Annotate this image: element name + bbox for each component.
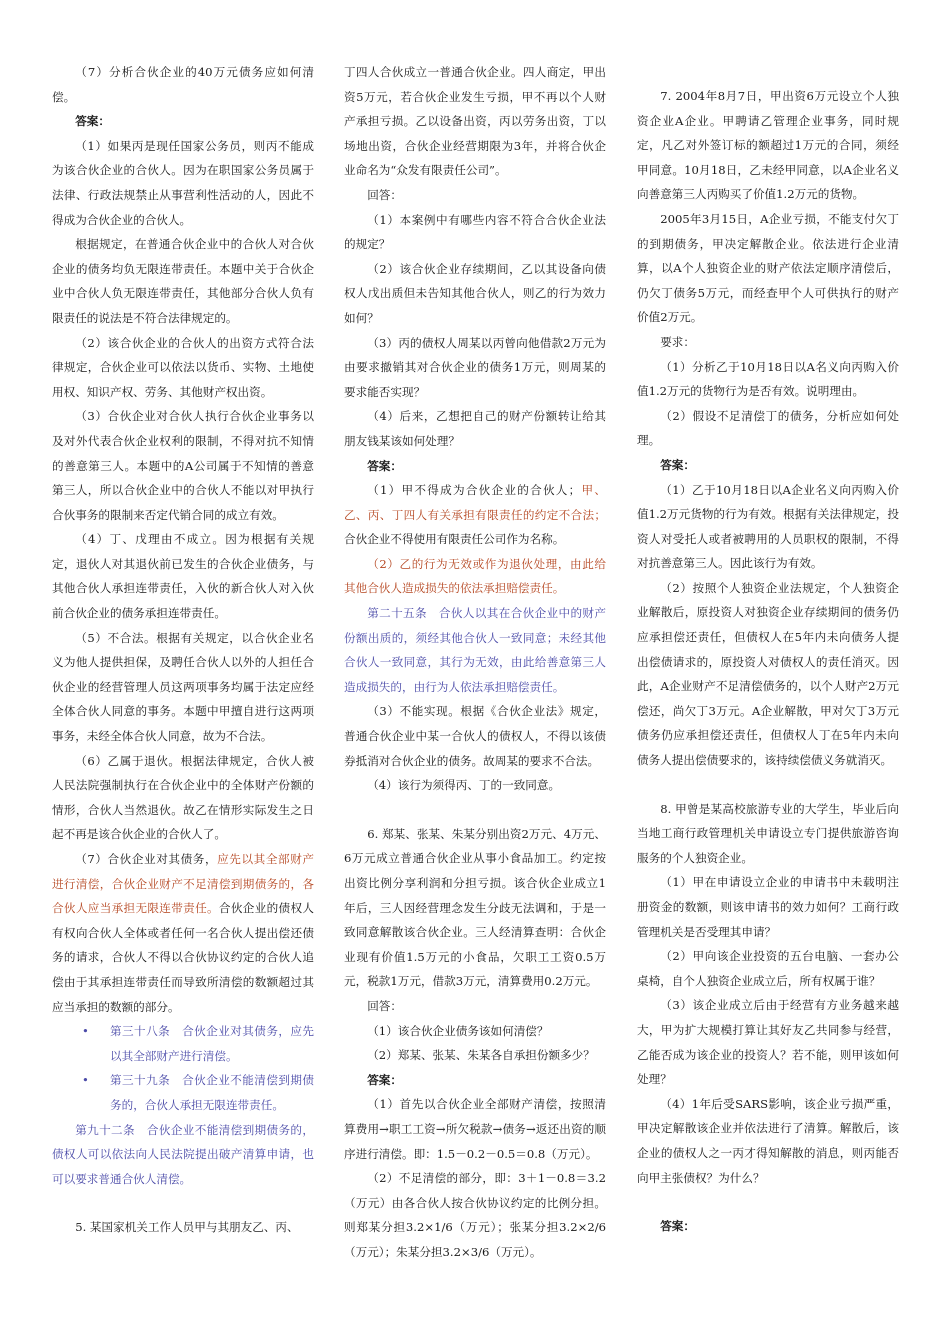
paragraph bbox=[344, 699, 606, 773]
paragraph bbox=[344, 404, 606, 453]
answer-heading bbox=[344, 454, 606, 479]
paragraph bbox=[637, 84, 899, 207]
paragraph-text: 答案： bbox=[660, 1219, 695, 1234]
paragraph bbox=[637, 355, 899, 404]
paragraph-text: （4）1年后受SARS影响，该企业亏损严重，甲决定解散该企业并依法进行了清算。解散后，该企业的债权人之一丙才得知解散的消息，则丙能否向甲主张债权？为什么？ bbox=[637, 1096, 899, 1185]
paragraph bbox=[637, 993, 899, 1091]
paragraph bbox=[52, 1215, 314, 1240]
paragraph-spacer bbox=[637, 773, 899, 797]
paragraph bbox=[52, 134, 314, 232]
paragraph-text: 丁四人合伙成立一普通合伙企业。四人商定，甲出资5万元，若合伙企业发生亏损，甲不再以个人财产承担亏损。乙以设备出资，丙以劳务出资，丁以场地出资，合伙企业经营期限为3年，并将合伙企业命名为“众发有限责任公司”。 bbox=[344, 65, 606, 178]
paragraph-text: 7. 2004年8月7日，甲出资6万元设立个人独资企业A企业。甲聘请乙管理企业事务，同时规定，凡乙对外签订标的额超过1万元的合同，须经甲同意。10月18日，乙未经甲同意，以A企业名义向善意第三人丙购买了价值1.2万元的货物。 bbox=[637, 89, 899, 202]
paragraph-text: （1）本案例中有哪些内容不符合合伙企业法的规定？ bbox=[344, 212, 606, 252]
paragraph-text: （2）该合伙企业存续期间，乙以其设备向债权人戊出质但未告知其他合伙人，则乙的行为效力如何？ bbox=[344, 261, 606, 325]
paragraph-text: （6）乙属于退伙。根据法律规定，合伙人被人民法院强制执行在合伙企业中的全体财产份额的情形，合伙人当然退伙。故乙在情形实际发生之日起不再是该合伙企业的合伙人了。 bbox=[52, 753, 314, 842]
paragraph bbox=[637, 207, 899, 330]
paragraph-text: 答案： bbox=[367, 1072, 402, 1087]
paragraph-text: （2）甲向该企业投资的五台电脑、一套办公桌椅，自个人独资企业成立后，所有权属于谁？ bbox=[637, 949, 899, 988]
paragraph bbox=[52, 626, 314, 749]
paragraph-text: （5）不合法。根据有关规定，以合伙企业名义为他人提供担保，及聘任合伙人以外的人担任合伙企业的经营管理人员这两项事务均属于法定应经全体合伙人同意的事务。本题中甲擅自进行这两项事务，未经全体合伙人同意，故为不合法。 bbox=[52, 630, 314, 744]
paragraph-spacer bbox=[637, 1190, 899, 1214]
paragraph bbox=[344, 601, 606, 699]
paragraph-text: 合伙企业不得使用有限责任公司作为名称。 bbox=[344, 532, 565, 547]
paragraph bbox=[344, 1166, 606, 1264]
paragraph bbox=[52, 331, 314, 405]
paragraph bbox=[52, 527, 314, 625]
highlighted-text: （2）乙的行为无效或作为退伙处理，由此给其他合伙人造成损失的依法承担赔偿责任。 bbox=[344, 556, 606, 596]
paragraph-text: （3）丙的债权人周某以丙曾向他借款2万元为由要求撤销其对合伙企业的债务1万元，则周某的要求能否实现？ bbox=[344, 335, 606, 399]
paragraph-text: （1）乙于10月18日以A企业名义向丙购入价值1.2万元货物的行为有效。根据有关法律规定，投资人对受托人或者被聘用的人员职权的限制，不得对抗善意第三人。因此该行为有效。 bbox=[637, 482, 899, 571]
law-article-text: 第三十九条 合伙企业不能清偿到期债务的，合伙人承担无限连带责任。 bbox=[110, 1073, 314, 1112]
paragraph bbox=[344, 1043, 606, 1068]
paragraph bbox=[344, 331, 606, 405]
paragraph-text: （1）甲不得成为合伙企业的合伙人； bbox=[367, 483, 581, 498]
paragraph-text: 根据规定，在普通合伙企业中的合伙人对合伙企业的债务均负无限连带责任。本题中关于合伙企业中合伙人负无限连带责任，其他部分合伙人负有限责任的说法是不符合法律规定的。 bbox=[52, 237, 314, 325]
paragraph-text: 5. 某国家机关工作人员甲与其朋友乙、丙、 bbox=[75, 1220, 299, 1235]
law-article-bullet bbox=[52, 1019, 314, 1068]
paragraph-text: （7）合伙企业对其债务， bbox=[75, 852, 218, 866]
paragraph bbox=[344, 1092, 606, 1166]
bullet-icon: • bbox=[82, 1073, 89, 1088]
paragraph-text: 6. 郑某、张某、朱某分别出资2万元、4万元、6万元成立普通合伙企业从事小食品加工。约定按出资比例分享利润和分担亏损。该合伙企业成立1年后，三人因经营理念发生分歧无法调和，于是一致同意解散该合伙企业。三人经清算查明：合伙企业现有价值1.5万元的小食品，欠职工工资0.5万元，税款1万元，借款3万元，清算费用0.2万元。 bbox=[344, 826, 606, 989]
paragraph-text: （1）分析乙于10月18日以A名义向丙购入价值1.2万元的货物行为是否有效。说明理由。 bbox=[637, 359, 899, 399]
paragraph-text: 答案： bbox=[367, 458, 402, 473]
paragraph-spacer bbox=[637, 60, 899, 84]
paragraph-text: 8. 甲曾是某高校旅游专业的大学生，毕业后向当地工商行政管理机关申请设立专门提供旅游咨询服务的个人独资企业。 bbox=[637, 801, 899, 865]
paragraph-spacer bbox=[52, 1191, 314, 1215]
paragraph-text: （4）该行为须得丙、丁的一致同意。 bbox=[367, 778, 561, 793]
paragraph bbox=[637, 944, 899, 993]
answer-heading bbox=[344, 1068, 606, 1093]
highlighted-text: 应先以其全部财产进行清偿，合伙企业财产不足清偿到期债务的，各合伙人应当承担无限连带责任。 bbox=[52, 852, 314, 916]
bullet-icon: • bbox=[82, 1024, 89, 1039]
paragraph-text: 要求： bbox=[660, 334, 695, 349]
answer-heading bbox=[637, 1214, 899, 1239]
paragraph bbox=[52, 232, 314, 330]
paragraph-text: （3）不能实现。根据《合伙企业法》规定，普通合伙企业中某一合伙人的债权人，不得以该债券抵消对合伙企业的债务。故周某的要求不合法。 bbox=[344, 704, 606, 768]
paragraph-text: 回答： bbox=[367, 998, 402, 1013]
law-article-bullet bbox=[52, 1068, 314, 1117]
paragraph-text: （1）如果丙是现任国家公务员，则丙不能成为该合伙企业的合伙人。因为在职国家公务员属于法律、行政法规禁止从事营利性活动的人，因此不得成为合伙企业的合伙人。 bbox=[52, 138, 314, 227]
paragraph-text: （2）不足清偿的部分，即：3＋1－0.8＝3.2（万元）由各合伙人按合伙协议约定的比例分担。则郑某分担3.2×1/6（万元）；张某分担3.2×2/6（万元）；朱某分担3.2×3/6（万元）。 bbox=[344, 1171, 606, 1259]
paragraph-text: （7）分析合伙企业的40万元债务应如何清偿。 bbox=[52, 65, 314, 104]
paragraph bbox=[52, 1118, 314, 1192]
paragraph-text: 合伙企业的债权人有权向合伙人全体或者任何一名合伙人提出偿还债务的请求，合伙人不得以合伙协议约定的合伙人追偿由于其承担连带责任而导致所清偿的数额超过其应当承担的数额的部分。 bbox=[52, 901, 314, 1014]
paragraph bbox=[637, 404, 899, 453]
answer-heading bbox=[637, 453, 899, 478]
paragraph bbox=[344, 60, 606, 183]
paragraph-text: 答案： bbox=[660, 457, 695, 472]
law-article-text: 第三十八条 合伙企业对其债务，应先以其全部财产进行清偿。 bbox=[110, 1024, 314, 1063]
highlighted-text: 甲、乙、丙、丁四人有关承担有限责任的约定不合法； bbox=[344, 483, 606, 522]
paragraph bbox=[637, 870, 899, 944]
paragraph-text: 回答： bbox=[367, 187, 402, 202]
paragraph bbox=[52, 60, 314, 109]
paragraph bbox=[344, 773, 606, 798]
column-middle bbox=[344, 60, 606, 1265]
paragraph-text: （1）该合伙企业债务该如何清偿？ bbox=[367, 1023, 549, 1038]
paragraph bbox=[637, 1092, 899, 1190]
law-article-text: 第二十五条 合伙人以其在合伙企业中的财产份额出质的，须经其他合伙人一致同意；未经其他合伙人一致同意，其行为无效，由此给善意第三人造成损失的，由行为人依法承担赔偿责任。 bbox=[344, 606, 606, 694]
paragraph-text: （3）该企业成立后由于经营有方业务越来越大，甲为扩大规模打算让其好友乙共同参与经营，乙能否成为该企业的投资人？若不能，则甲该如何处理？ bbox=[637, 998, 899, 1087]
paragraph-text: （3）合伙企业对合伙人执行合伙企业事务以及对外代表合伙企业权利的限制，不得对抗不知情的善意第三人。本题中的A公司属于不知情的善意第三人，所以合伙企业中的合伙人不能以对甲执行合伙事务的限制来否定代销合同的成立有效。 bbox=[52, 409, 314, 522]
paragraph-text: 答案： bbox=[75, 114, 110, 129]
paragraph bbox=[637, 797, 899, 871]
paragraph bbox=[637, 576, 899, 773]
paragraph-spacer bbox=[344, 798, 606, 822]
paragraph bbox=[52, 404, 314, 527]
paragraph bbox=[344, 1019, 606, 1044]
paragraph bbox=[637, 478, 899, 576]
paragraph-text: （2）该合伙企业的合伙人的出资方式符合法律规定，合伙企业可以依法以货币、实物、土地使用权、知识产权、劳务、其他财产权出资。 bbox=[52, 335, 314, 399]
paragraph bbox=[344, 478, 606, 552]
paragraph-text: （1）甲在申请设立企业的申请书中未载明注册资金的数额，则该申请书的效力如何？工商行政管理机关是否受理其申请？ bbox=[637, 875, 899, 939]
paragraph-text: （2）假设不足清偿丁的债务，分析应如何处理。 bbox=[637, 408, 899, 448]
law-article-text: 第九十二条 合伙企业不能清偿到期债务的，债权人可以依法向人民法院提出破产清算申请，也可以要求普通合伙人清偿。 bbox=[52, 1122, 314, 1186]
paragraph-text: （1）首先以合伙企业全部财产清偿，按照清算费用→职工工资→所欠税款→债务→返还出资的顺序进行清偿。即：1.5－0.2－0.5＝0.8（万元）。 bbox=[344, 1097, 606, 1161]
answer-heading bbox=[52, 109, 314, 134]
column-left bbox=[52, 60, 314, 1240]
paragraph-text: （4）丁、戊理由不成立。因为根据有关规定，退伙人对其退伙前已发生的合伙企业债务，与其他合伙人承担连带责任，入伙的新合伙人对入伙前合伙企业的债务承担连带责任。 bbox=[52, 532, 314, 621]
paragraph-text: （4）后来，乙想把自己的财产份额转让给其朋友钱某该如何处理？ bbox=[344, 409, 606, 448]
paragraph bbox=[344, 208, 606, 257]
paragraph bbox=[344, 552, 606, 601]
column-right bbox=[637, 60, 899, 1239]
paragraph bbox=[344, 822, 606, 994]
paragraph-text: （2）按照个人独资企业法规定，个人独资企业解散后，原投资人对独资企业存续期间的债务仍应承担偿还责任，但债权人在5年内未向债务人提出偿债请求的，原投资人对债权人的责任消灭。因此，A企业财产不足清偿债务的，以个人财产2万元偿还，尚欠丁3万元。A企业解散，甲对欠丁3万元债务仍应承担偿还责任，但债权人丁在5年内未向债务人提出偿债要求的，该持续偿债义务就消灭。 bbox=[637, 580, 899, 768]
paragraph-text: （2）郑某、张某、朱某各自承担份额多少？ bbox=[367, 1048, 595, 1063]
paragraph bbox=[344, 257, 606, 331]
paragraph bbox=[52, 749, 314, 847]
paragraph bbox=[637, 330, 899, 355]
paragraph bbox=[344, 994, 606, 1019]
paragraph bbox=[52, 847, 314, 1019]
paragraph-text: 2005年3月15日，A企业亏损，不能支付欠丁的到期债务，甲决定解散企业。依法进行企业清算，以A个人独资企业的财产依法定顺序清偿后，仍欠丁债务5万元，而经查甲个人可供执行的财产价值2万元。 bbox=[637, 211, 899, 325]
paragraph bbox=[344, 183, 606, 208]
